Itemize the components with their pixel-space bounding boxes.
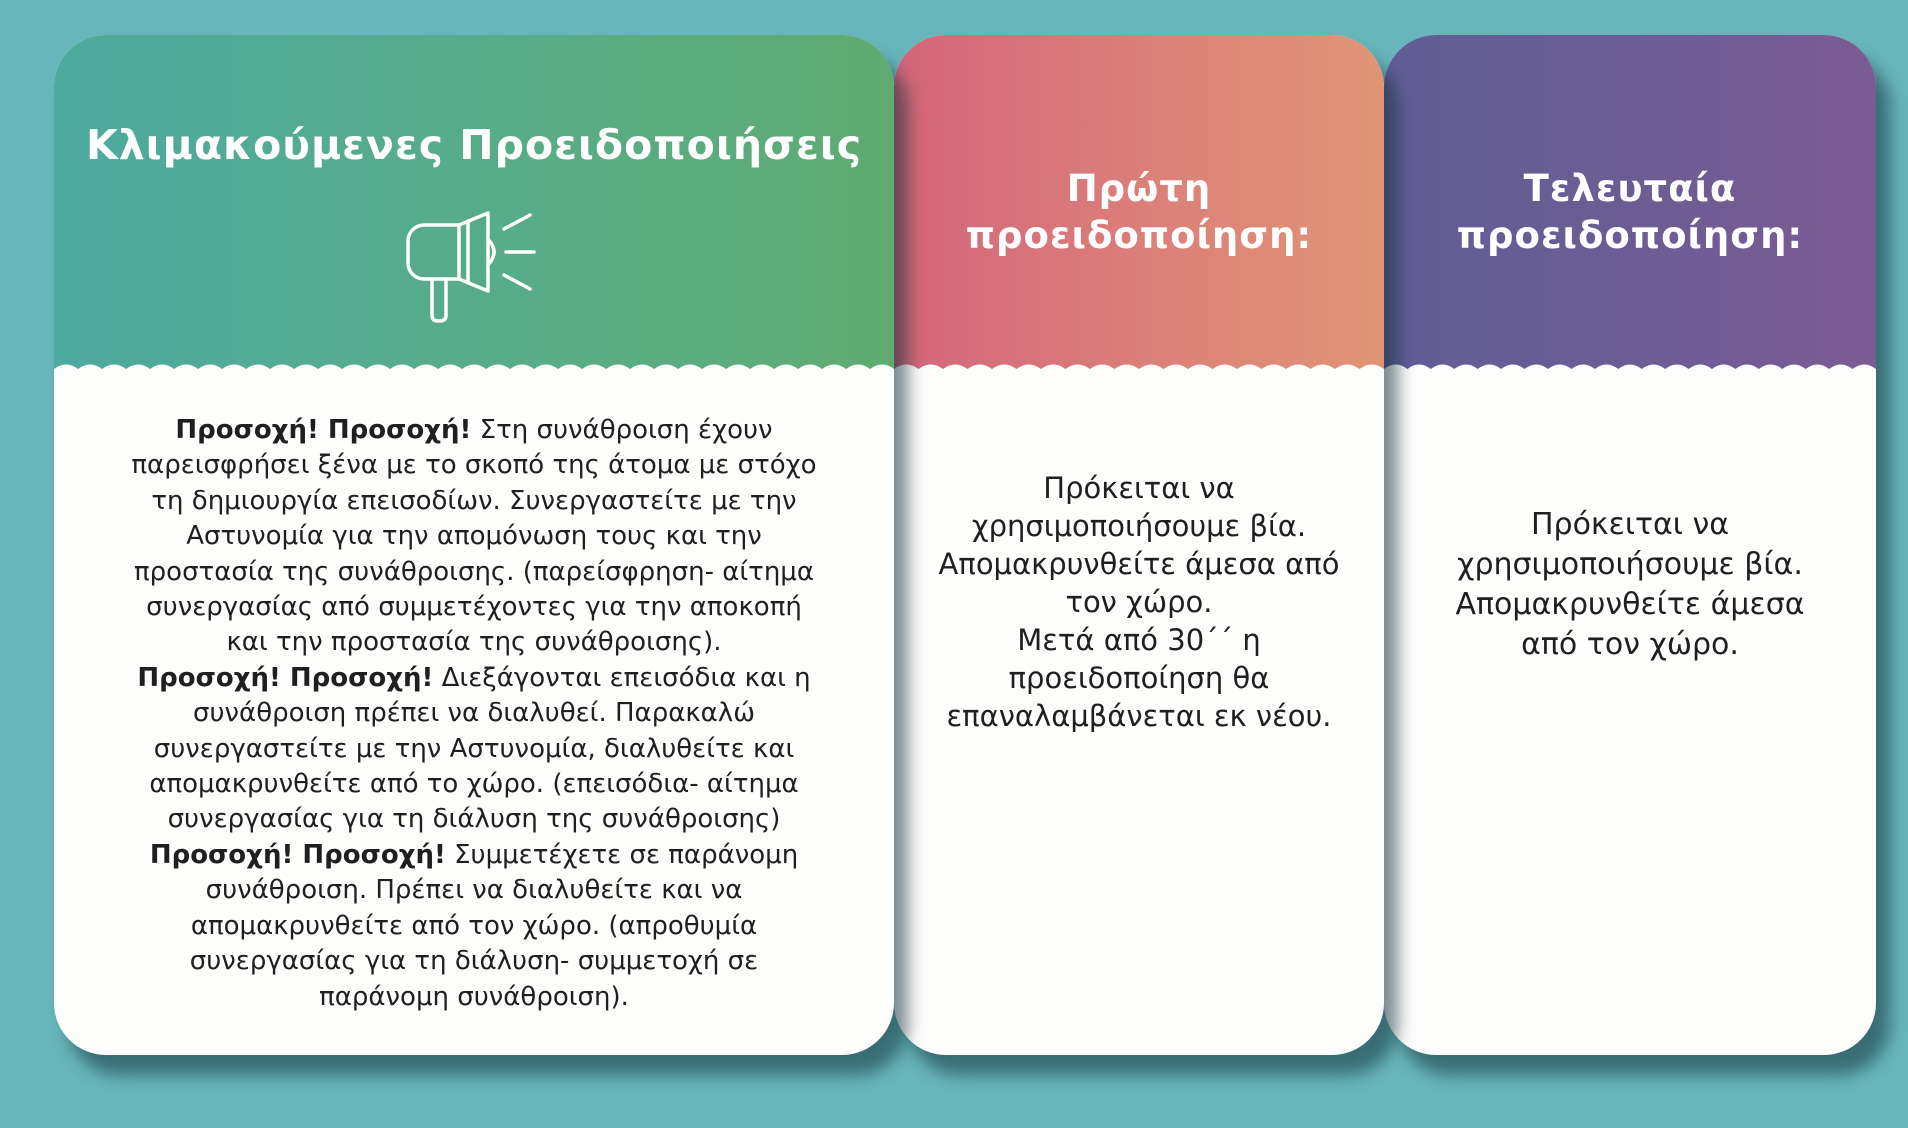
wave-divider — [54, 360, 894, 376]
card-body-text — [1384, 505, 1876, 665]
card-title: Τελευταία προειδοποίηση: — [1456, 167, 1804, 257]
attention-label: Προσοχή! Προσοχή! — [137, 662, 434, 693]
card-body-text — [894, 469, 1384, 735]
card-header — [894, 35, 1384, 375]
warning-paragraph — [124, 838, 824, 1015]
warning-line: Πρόκειται να χρησιμοποιήσουμε βία. — [971, 471, 1307, 543]
card-header — [1384, 35, 1876, 375]
attention-label: Προσοχή! Προσοχή! — [175, 415, 472, 445]
escalating-warnings-card — [54, 35, 894, 1055]
last-warning-card — [1384, 35, 1876, 1055]
warning-text: Στη συνάθροιση έχουν παρεισφρήσει ξένα με το σκοπό της άτομα με στόχο τη δημιουργία επεισοδίων. Συνεργαστείτε με την Αστυνομία για την απομόνωση τους και την προστασία της συνάθροισης. (παρείσφρηση- αίτημα συνεργασίας από συμμετέχοντες για την αποκοπή και την προστασία της συνάθροισης). — [131, 415, 817, 658]
warning-line: Πρόκειται να χρησιμοποιήσουμε βία. — [1457, 507, 1803, 582]
card-header — [54, 35, 894, 375]
warning-line: Απομακρυνθείτε άμεσα από τον χώρο. — [938, 547, 1340, 619]
wave-divider — [894, 360, 1384, 376]
warning-line: Απομακρυνθείτε άμεσα από τον χώρο. — [1455, 587, 1805, 662]
warning-paragraph — [124, 413, 824, 661]
attention-label: Προσοχή! Προσοχή! — [149, 839, 446, 870]
card-body-text — [54, 413, 894, 1015]
warning-text: Διεξάγονται επεισόδια και η συνάθροιση πρέπει να διαλυθεί. Παρακαλώ συνεργαστείτε με την Αστυνομία, διαλυθείτε και απομακρυνθείτε από το χώρο. (επεισόδια- αίτημα συνεργασίας για τη διάλυση της συνάθροισης) — [149, 662, 811, 835]
first-warning-card — [894, 35, 1384, 1055]
warning-paragraph — [124, 661, 824, 838]
wave-divider — [1384, 360, 1876, 376]
warning-line: Μετά από 30΄΄ η προειδοποίηση θα επαναλαμβάνεται εκ νέου. — [946, 623, 1332, 733]
card-title: Κλιμακούμενες Προειδοποιήσεις — [85, 121, 863, 169]
card-title: Πρώτη προειδοποίηση: — [965, 167, 1313, 257]
megaphone-icon — [404, 205, 544, 325]
warning-text: Συμμετέχετε σε παράνομη συνάθροιση. Πρέπει να διαλυθείτε και να απομακρυνθείτε από τον χώρο. (απροθυμία συνεργασίας για τη διάλυση- συμμετοχή σε παράνομη συνάθροιση). — [189, 839, 799, 1012]
